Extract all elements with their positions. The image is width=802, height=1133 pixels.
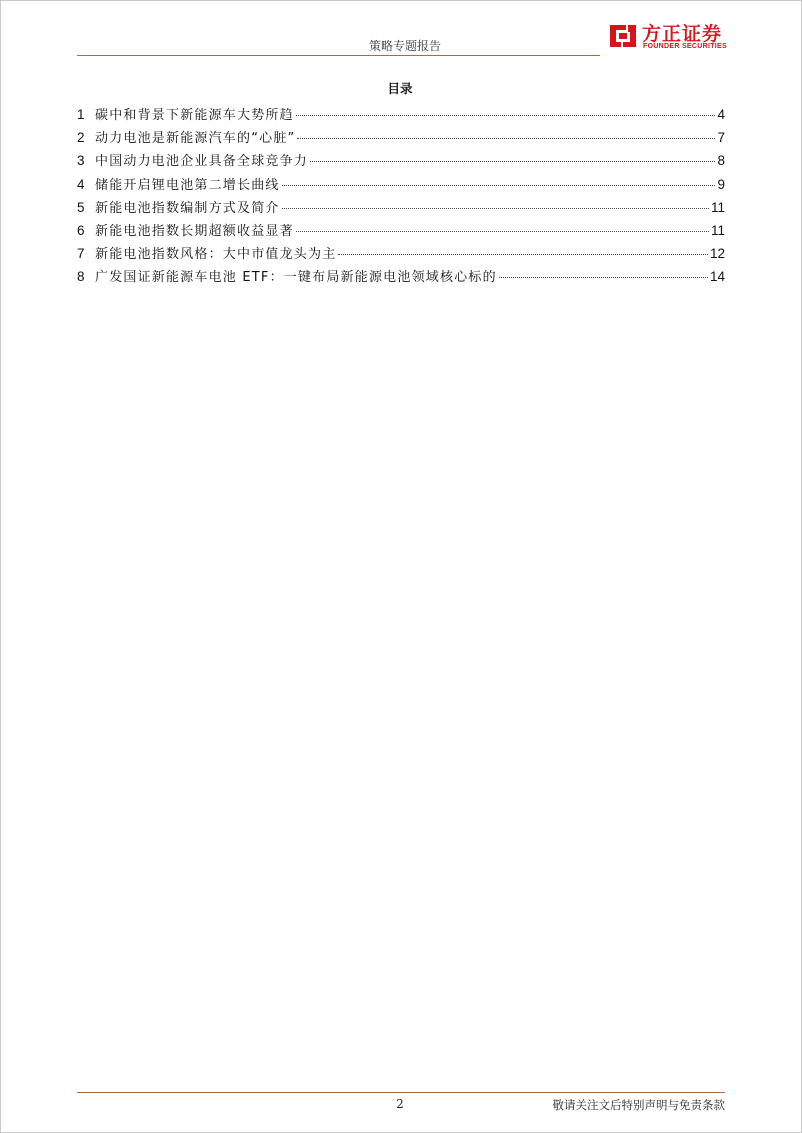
toc-item-page[interactable]: 12 bbox=[709, 246, 725, 262]
toc-leader-dots bbox=[499, 277, 708, 278]
toc-item-number: 7 bbox=[77, 246, 85, 262]
toc-item-number: 3 bbox=[77, 153, 85, 169]
toc-item[interactable] bbox=[77, 104, 725, 127]
toc-item-page[interactable]: 8 bbox=[717, 153, 725, 169]
footer-page-number: 2 bbox=[396, 1097, 404, 1111]
toc-item-page[interactable]: 11 bbox=[710, 199, 725, 215]
toc-item[interactable] bbox=[77, 197, 725, 220]
toc-leader-dots bbox=[310, 161, 715, 162]
toc-item-number: 6 bbox=[77, 222, 85, 238]
toc-leader-dots bbox=[282, 185, 716, 186]
toc-item-number: 2 bbox=[77, 130, 85, 146]
toc-item[interactable] bbox=[77, 127, 725, 150]
toc-item-number: 4 bbox=[77, 176, 85, 192]
toc-item-number: 5 bbox=[77, 199, 85, 215]
toc-leader-dots bbox=[296, 231, 709, 232]
toc-leader-dots bbox=[297, 138, 715, 139]
toc-list bbox=[77, 104, 725, 290]
toc-item-number: 8 bbox=[77, 269, 85, 285]
toc-item-title[interactable]: 碳中和背景下新能源车大势所趋 bbox=[95, 108, 294, 123]
toc-item-title[interactable]: 新能电池指数编制方式及简介 bbox=[95, 200, 280, 216]
toc-item[interactable] bbox=[77, 220, 725, 243]
toc-item-page[interactable]: 9 bbox=[717, 176, 725, 192]
toc-leader-dots bbox=[282, 208, 709, 209]
footer-disclaimer: 敬请关注文后特别声明与免责条款 bbox=[552, 1098, 725, 1112]
toc-item-page[interactable]: 7 bbox=[717, 130, 725, 146]
company-logo bbox=[608, 19, 738, 55]
toc-heading: 目录 bbox=[387, 81, 413, 96]
toc-leader-dots bbox=[338, 254, 708, 255]
toc-item-title[interactable]: 新能电池指数风格：大中市值龙头为主 bbox=[95, 247, 337, 263]
toc-item[interactable] bbox=[77, 266, 725, 289]
logo-company-subtitle: FOUNDER SECURITIES bbox=[643, 43, 727, 50]
toc-item[interactable] bbox=[77, 174, 725, 197]
toc-item-page[interactable]: 11 bbox=[710, 222, 725, 238]
toc-item[interactable] bbox=[77, 243, 725, 266]
toc-item-page[interactable]: 14 bbox=[709, 269, 725, 285]
logo-company-name: 方正证券 bbox=[642, 23, 723, 45]
toc-item-title[interactable]: 储能开启锂电池第二增长曲线 bbox=[95, 177, 280, 193]
founder-logo-icon bbox=[608, 21, 638, 51]
report-type-title: 策略专题报告 bbox=[368, 39, 441, 53]
toc-item-title[interactable]: 动力电池是新能源汽车的“心脏” bbox=[95, 131, 296, 147]
toc-item-title[interactable]: 中国动力电池企业具备全球竞争力 bbox=[95, 154, 309, 170]
toc-item-title[interactable]: 广发国证新能源车电池 ETF：一键布局新能源电池领域核心标的 bbox=[95, 270, 497, 286]
toc-item[interactable] bbox=[77, 150, 725, 173]
footer-divider bbox=[77, 1092, 725, 1093]
header-divider bbox=[77, 55, 600, 56]
toc-item-page[interactable]: 4 bbox=[717, 107, 725, 122]
toc-leader-dots bbox=[296, 115, 716, 116]
toc-item-title[interactable]: 新能电池指数长期超额收益显著 bbox=[95, 223, 294, 239]
toc-item-number: 1 bbox=[77, 107, 85, 122]
